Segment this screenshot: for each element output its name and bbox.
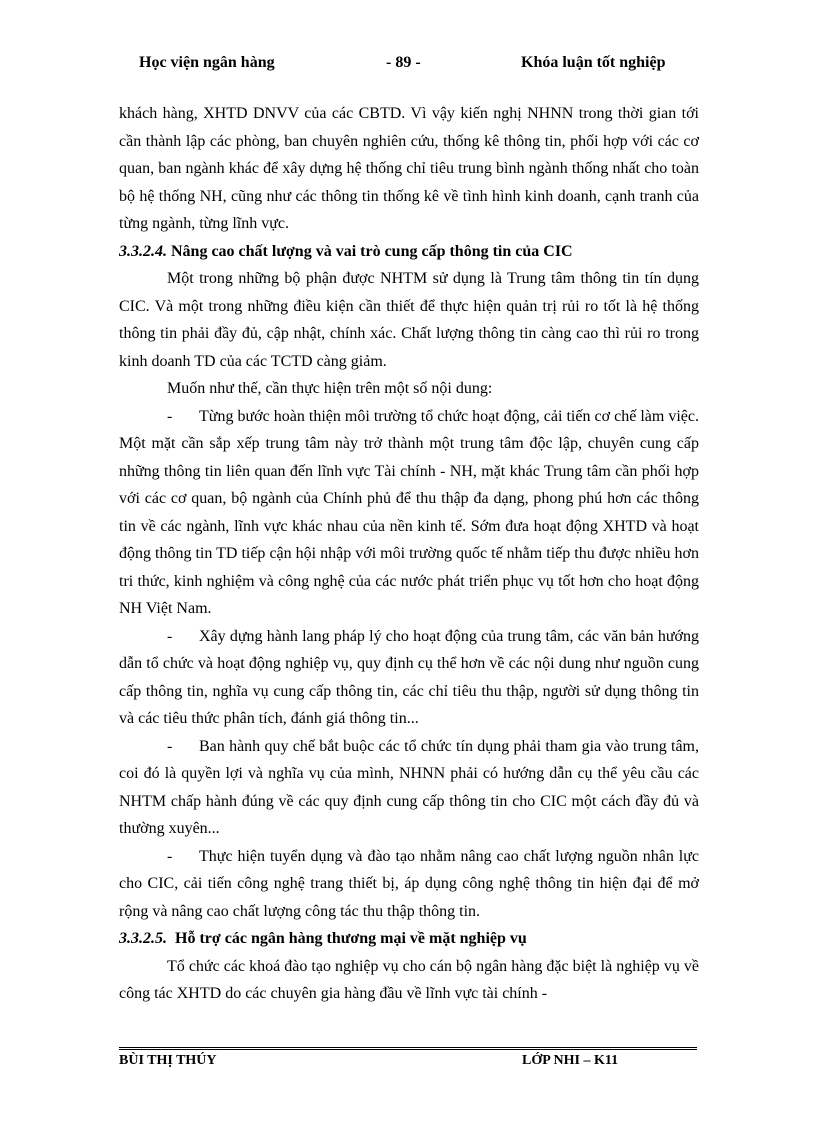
document-body	[119, 100, 699, 1008]
bullet-item	[119, 623, 699, 733]
section-number: 3.3.2.4.	[119, 242, 167, 260]
bullet-dash: -	[167, 627, 173, 645]
footer-class: LỚP NHI – K11	[522, 1053, 619, 1068]
paragraph-requirements-intro: Muốn như thế, cần thực hiện trên một số nội dung:	[167, 380, 493, 397]
bullet-text: Từng bước hoàn thiện môi trường tổ chức hoạt động, cải tiến cơ chế làm việc. Một mặt cần sắp xếp trung tâm này trở thành một trung tâm độc lập, chuyên cung cấp những thông tin liên quan đến lĩnh vực Tài chính - NH, mặt khác Trung tâm cần phối hợp với các cơ quan, bộ ngành của Chính phủ để thu thập đa dạng, phong phú hơn các thông tin về các ngành, lĩnh vực khác nhau của nền kinh tế. Sớm đưa hoạt động XHTD và hoạt động thông tin TD tiếp cận hội nhập với môi trường quốc tế nhằm tiếp thu được nhiều hơn tri thức, kinh nghiệm và công nghệ của các nước phát triển phục vụ tốt hơn cho hoạt động NH Việt Nam.	[119, 407, 699, 617]
bullet-text: Ban hành quy chế bắt buộc các tổ chức tín dụng phải tham gia vào trung tâm, coi đó là quyền lợi và nghĩa vụ của mình, NHNN phải có hướng dẫn cụ thể yêu cầu các NHTM chấp hành đúng về các quy định cung cấp thông tin cho CIC một cách đầy đủ và thường xuyên...	[119, 737, 699, 837]
bullet-dash: -	[167, 407, 173, 425]
footer-author: BÙI THỊ THÚY	[119, 1053, 217, 1068]
header-page-number: - 89 -	[386, 54, 421, 71]
bullet-text: Xây dựng hành lang pháp lý cho hoạt động của trung tâm, các văn bản hướng dẫn tổ chức và hoạt động nghiệp vụ, quy định cụ thể hơn về các nội dung như nguồn cung cấp thông tin, nghĩa vụ cung cấp thông tin, các chỉ tiêu thu thập, người sử dụng thông tin và các tiêu thức phân tích, đánh giá thông tin...	[119, 627, 699, 727]
bullet-item	[119, 403, 699, 623]
header-institution: Học viện ngân hàng	[139, 54, 275, 71]
footer-divider	[119, 1047, 697, 1050]
paragraph-cic-intro: Một trong những bộ phận được NHTM sử dụng là Trung tâm thông tin tín dụng CIC. Và một trong những điều kiện cần thiết để thực hiện quản trị rủi ro tốt là hệ thống thông tin phải đầy đủ, cập nhật, chính xác. Chất lượng thông tin càng cao thì rủi ro trong kinh doanh TD của các TCTD càng giảm.	[119, 270, 699, 370]
section-number: 3.3.2.5.	[119, 930, 167, 947]
bullet-text: Thực hiện tuyển dụng và đào tạo nhằm nâng cao chất lượng nguồn nhân lực cho CIC, cải tiến công nghệ trang thiết bị, áp dụng công nghệ thông tin hiện đại để mở rộng và nâng cao chất lượng công tác thu thập thông tin.	[119, 847, 699, 920]
section-heading-3-3-2-5	[119, 925, 699, 953]
paragraph-training: Tổ chức các khoá đào tạo nghiệp vụ cho cán bộ ngân hàng đặc biệt là nghiệp vụ về công tác XHTD do các chuyên gia hàng đầu về lĩnh vực tài chính -	[119, 957, 699, 1002]
page-header	[0, 50, 816, 76]
bullet-item	[119, 733, 699, 843]
section-heading-3-3-2-4	[119, 238, 699, 266]
bullet-dash: -	[167, 737, 173, 755]
paragraph-continuation: khách hàng, XHTD DNVV của các CBTD. Vì vậy kiến nghị NHNN trong thời gian tới cần thành lập các phòng, ban chuyên nghiên cứu, thống kê thông tin, phối hợp với các cơ quan, ban ngành khác để xây dựng hệ thống chỉ tiêu trung bình ngành thống nhất cho toàn bộ hệ thống NH, cũng như các thông tin thống kê về tình hình kinh doanh, cạnh tranh của từng ngành, từng lĩnh vực.	[119, 105, 699, 232]
header-document-type: Khóa luận tốt nghiệp	[521, 54, 666, 71]
section-title: Hỗ trợ các ngân hàng thương mại về mặt nghiệp vụ	[175, 930, 527, 947]
bullet-item	[119, 843, 699, 926]
section-title: Nâng cao chất lượng và vai trò cung cấp thông tin của CIC	[171, 242, 573, 260]
bullet-dash: -	[167, 847, 173, 865]
